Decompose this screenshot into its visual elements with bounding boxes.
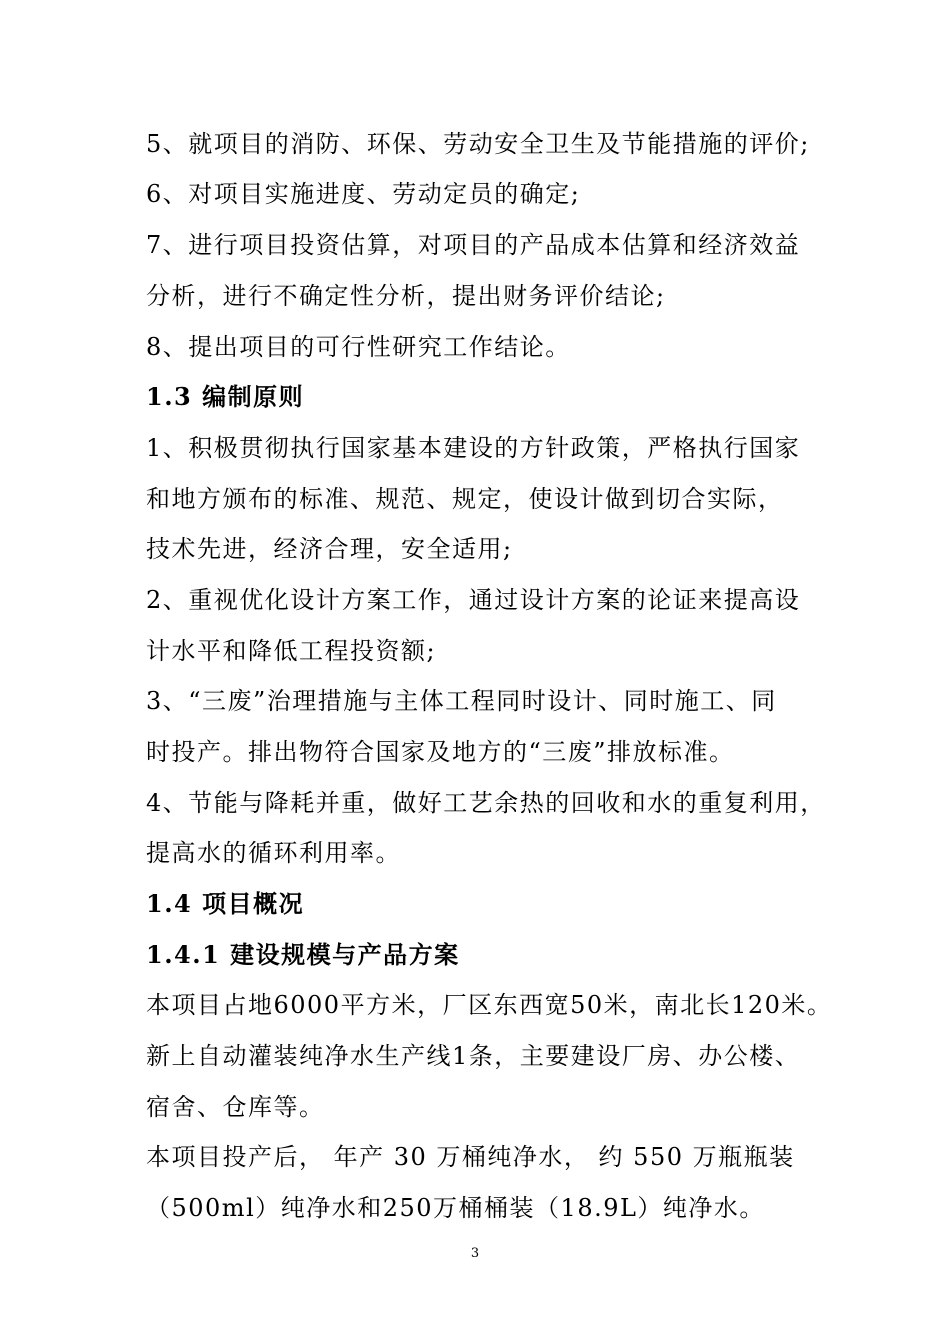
- principle-item-3: 3、“三废”治理措施与主体工程同时设计、同时施工、同: [146, 687, 777, 715]
- principle-item-4: 4、节能与降耗并重，做好工艺余热的回收和水的重复利用，: [146, 789, 826, 817]
- principle-item-1-continued: 技术先进，经济合理，安全适用;: [146, 535, 513, 563]
- paragraph-line: 宿舍、仓库等。: [146, 1093, 325, 1121]
- paragraph-line: 新上自动灌装纯净水生产线1条，主要建设厂房、办公楼、: [146, 1042, 801, 1070]
- subsection-heading-1-4-1: 1.4.1 建设规模与产品方案: [146, 940, 460, 969]
- list-item-7: 7、进行项目投资估算，对项目的产品成本估算和经济效益: [146, 231, 801, 259]
- list-item-6: 6、对项目实施进度、劳动定员的确定;: [146, 180, 581, 208]
- paragraph-line: 本项目占地6000平方米，厂区东西宽50米，南北长120米。: [146, 991, 833, 1019]
- principle-item-2-continued: 计水平和降低工程投资额;: [146, 637, 437, 665]
- section-heading-1-4: 1.4 项目概况: [146, 889, 305, 918]
- principle-item-1-continued: 和地方颁布的标准、规范、规定，使设计做到切合实际，: [146, 485, 784, 513]
- paragraph-line: 本项目投产后， 年产 30 万桶纯净水， 约 550 万瓶瓶装: [146, 1143, 795, 1171]
- page-number: 3: [470, 1246, 480, 1261]
- principle-item-1: 1、积极贯彻执行国家基本建设的方针政策，严格执行国家: [146, 434, 801, 462]
- list-item-5: 5、就项目的消防、环保、劳动安全卫生及节能措施的评价;: [146, 130, 810, 158]
- list-item-8: 8、提出项目的可行性研究工作结论。: [146, 333, 571, 361]
- section-heading-1-3: 1.3 编制原则: [146, 382, 305, 411]
- principle-item-2: 2、重视优化设计方案工作，通过设计方案的论证来提高设: [146, 586, 801, 614]
- list-item-7-continued: 分析，进行不确定性分析，提出财务评价结论;: [146, 282, 666, 310]
- paragraph-line: （500ml）纯净水和250万桶桶装（18.9L）纯净水。: [146, 1194, 765, 1222]
- principle-item-3-continued: 时投产。排出物符合国家及地方的“三废”排放标准。: [146, 738, 735, 766]
- principle-item-4-continued: 提高水的循环利用率。: [146, 839, 401, 867]
